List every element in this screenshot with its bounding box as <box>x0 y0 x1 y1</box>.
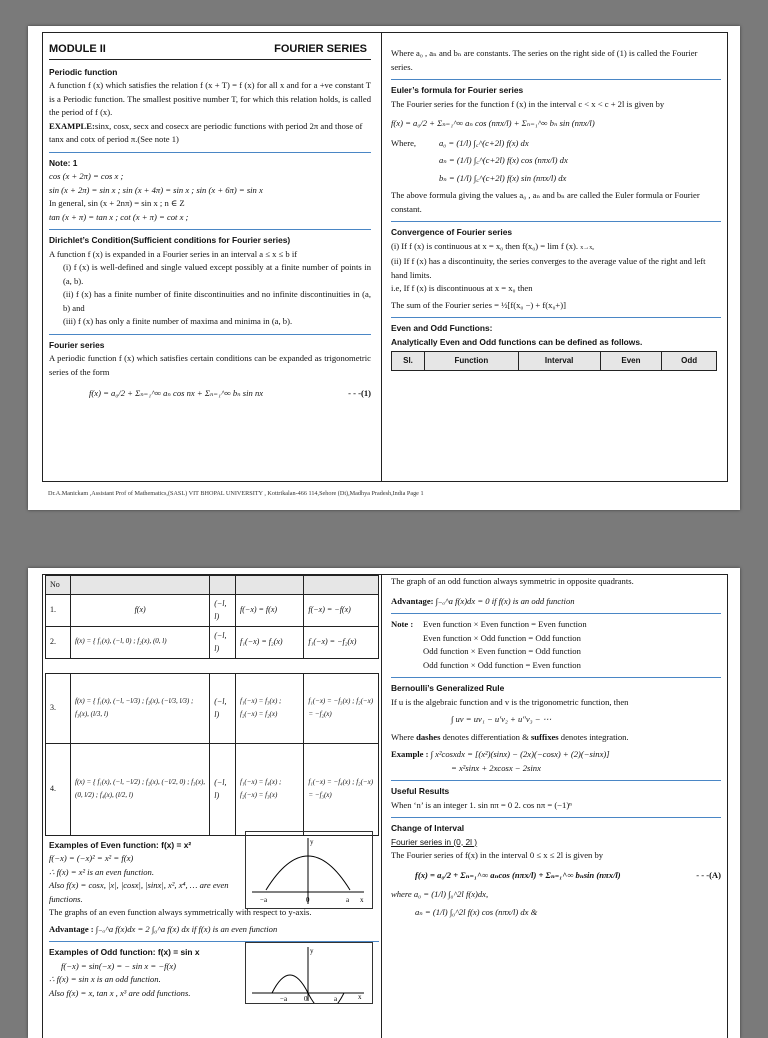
graph-neg-a: −a <box>260 895 268 904</box>
module-title: FOURIER SERIES <box>274 43 367 55</box>
graph-a: a <box>346 895 350 904</box>
odd-graph-text: The graph of an odd function always symmetric in opposite quadrants. <box>391 576 634 586</box>
fourier-equation-row <box>49 387 371 401</box>
fourier-equation: f(x) = a₀/2 + Σₙ₌₁^∞ aₙ cos nx + Σₙ₌₁^∞ bₙ sin nx <box>89 388 264 398</box>
euler-note: The above formula giving the values a₀ , aₙ and bₙ are called the Euler formula or Fourier constant. <box>391 190 700 214</box>
left-column-2 <box>43 575 379 1003</box>
euler-text: The Fourier series for the function f (x) in the interval c < x < c + 2l is given by <box>391 98 665 109</box>
svg-text:a: a <box>334 995 338 1003</box>
svg-text:x: x <box>358 993 362 1001</box>
svg-text:−a: −a <box>280 995 288 1003</box>
even-odd-text: Analytically Even and Odd functions can be defined as follows. <box>391 336 643 347</box>
even-advantage: Advantage : ∫₋ₐ^a f(x)dx = 2 ∫₀^a f(x) dx if f(x) is an even function <box>49 923 278 934</box>
page-1 <box>28 26 740 510</box>
note1-line-1: cos (x + 2π) = cos x ; <box>49 171 124 181</box>
fourier-text: A periodic function f (x) which satisfies certain conditions can be expanded as trigonometric series of the form <box>49 353 371 377</box>
th-sl: Sl. <box>392 352 425 371</box>
euler-equation: f(x) = a₀/2 + Σₙ₌₁^∞ aₙ cos (nπx/l) + Σₙ₌₁^∞ bₙ sin (nπx/l) <box>391 118 595 128</box>
euler-a0: a₀ = (1/l) ∫꜀^(c+2l) f(x) dx <box>439 137 529 148</box>
euler-an: aₙ = (1/l) ∫꜀^(c+2l) f(x) cos (nπx/l) dx <box>439 155 568 165</box>
even-example-heading: Examples of Even function: f(x) = x² <box>49 839 192 850</box>
left-column <box>49 33 371 401</box>
even-odd-table <box>45 575 379 836</box>
table-row: 1. f(x) (−l, l) f(−x) = f(x) f(−x) = −f(x) <box>46 594 379 626</box>
even-function-graph <box>245 831 373 909</box>
page-2 <box>28 568 740 1038</box>
bernoulli-example: Example : ∫ x²cosxdx = [(x²)(sinx) − (2x)(−cosx) + (2)(−sinx)] <box>391 749 610 759</box>
even-odd-table-header <box>391 351 717 371</box>
page-2-frame <box>42 574 728 1038</box>
where-label: Where, <box>391 137 417 148</box>
note1-line-2: sin (x + 2π) = sin x ; sin (x + 4π) = sin x ; sin (x + 6π) = sin x <box>49 184 263 195</box>
dirichlet-item-3: (iii) f (x) has only a finite number of maxima and minima in (a, b). <box>63 316 293 326</box>
graph-y-label: y <box>310 837 314 846</box>
fourier-heading: Fourier series <box>49 339 105 350</box>
even-odd-heading: Even and Odd Functions: <box>391 323 493 333</box>
dirichlet-heading: Dirichlet’s Condition(Sufficient conditions for Fourier series) <box>49 235 291 245</box>
limit-subscript: x→x₀ <box>580 244 595 251</box>
right-column <box>391 33 721 371</box>
dirichlet-item-1: (i) f (x) is well-defined and single valued except possibly at a finite number of points in (a, b). <box>63 262 371 286</box>
note1-heading: Note: 1 <box>49 157 78 168</box>
th-odd: Odd <box>662 352 717 371</box>
fourier-equation-tag: - - -(1) <box>348 388 371 398</box>
periodic-text: A function f (x) which satisfies the relation f (x + T) = f (x) for all x and for a +ve constant T is a Periodic function. The smallest positive number T, for which this relation holds, is called the period of f (x). <box>49 80 371 117</box>
table-row: 4. f(x) = { f₁(x), (−l, −l/2) ; f₂(x), (−l/2, 0) ; f₃(x), (0, l/2) ; f₄(x), (l/2, l) (−l, l) f₁(−x) = f₄(x) ; f₂(−x) = f₃(x) f₁(−x) = −f₄(x) ; f₂(−x) = −f₃(x) <box>46 743 379 835</box>
convergence-4: The sum of the Fourier series = ½[f(x₀ −) + f(x₀+)] <box>391 299 567 310</box>
periodic-example <box>49 120 371 147</box>
coi-equation-row: f(x) = a₀/2 + Σₙ₌₁^∞ aₙcos (nπx/l) + Σₙ₌₁^∞ bₙsin (nπx/l) - - -(A) <box>415 869 721 880</box>
svg-text:0: 0 <box>304 995 308 1003</box>
column-divider-2 <box>381 575 382 1038</box>
convergence-2: (ii) If f (x) has a discontinuity, the series converges to the average value of the right and left hand limits. <box>391 256 706 280</box>
euler-heading: Euler’s formula for Fourier series <box>391 85 524 95</box>
graph-origin: 0 <box>306 895 310 904</box>
example-label: EXAMPLE: <box>49 120 95 131</box>
even-example: Examples of Even function: f(x) = x² f(−x) = (−x)² = x² = f(x) ∴ f(x) = x² is an even function. Also f(x) = cosx, |x|, |cosx|, |sinx|, x², x⁴, … are even functions. The graphs of an even function always symmetrically with respect to y-axis. Advantage : ∫₋ₐ^a f(x)dx = 2 ∫₀^a f(x) dx if f(x) is an even function y x −a 0 a <box>43 839 379 937</box>
bernoulli-note: Where dashes denotes differentiation & suffixes denotes integration. <box>391 731 629 742</box>
page-1-frame <box>42 32 728 482</box>
th-even: Even <box>600 352 662 371</box>
page-footer: Dr.A.Manickam ,Assistant Prof of Mathematics,(SASL) VIT BHOPAL UNIVERSITY , Kottrikalan-466 114,Sehore (Dt),Madhya Pradesh,India Page 1 <box>48 490 424 497</box>
module-header <box>49 33 371 59</box>
th-interval: Interval <box>518 352 600 371</box>
td-no-header: No <box>46 576 71 595</box>
graph-x-label: x <box>360 895 364 904</box>
odd-advantage: Advantage: ∫₋ₐ^a f(x)dx = 0 if f(x) is an odd function <box>391 595 575 606</box>
convergence-3: i.e, If f (x) is discontinuous at x = x₀ then <box>391 283 533 293</box>
module-label: MODULE II <box>49 43 106 55</box>
euler-where-row <box>391 137 721 151</box>
constants-text: Where a₀ , aₙ and bₙ are constants. The series on the right side of (1) is called the Fourier series. <box>391 48 698 72</box>
table-row: 2. f(x) = { f₁(x), (−l, 0) ; f₂(x), (0, l) (−l, l) f₁(−x) = f₂(x) f₁(−x) = −f₂(x) <box>46 626 379 658</box>
right-column-2: The graph of an odd function always symmetric in opposite quadrants. Advantage: ∫₋ₐ^a f(x)dx = 0 if f(x) is an odd function Note : Even function × Even function = Even function Even function × Odd function = Odd function Odd function × Even function = Odd function Odd function × Odd function = Even function Bernoulli’s Generalized Rule If u is the algebraic function and v is the trigonometric function, then ∫ uv = uv₁ − u′v₂ + u″v₃ − ⋯ Where dashes denotes differentiation & suffixes denotes integration. Example : ∫ x²cosxdx = [(x²)(sinx) − (2x)(−cosx) + (2)(−sinx)] = x²sinx + 2xcosx − 2sinx Useful Results When ‘n’ is an integer 1. sin nπ = 0 2. cos nπ = (−1)ⁿ Change of Interval Fourier series in (0, 2l ) The Fourier series of f(x) in the interval 0 ≤ x ≤ 2l is given by f(x) = a₀/2 + Σₙ₌₁^∞ aₙcos (nπx/l) + Σₙ₌₁^∞ bₙsin (nπx/l) - - -(A) where a₀ = (1/l) ∫₀^2l f(x)dx, aₙ = (1/l) ∫₀^2l f(x) cos (nπx/l) dx & <box>391 576 721 917</box>
example-text: sinx, cosx, secx and cosecx are periodic functions with period 2π and those of tanx and cotx of period π.(See note 1) <box>49 120 363 144</box>
periodic-heading: Periodic function <box>49 66 118 77</box>
column-divider <box>381 33 382 481</box>
svg-text:y: y <box>310 947 314 955</box>
table-row: 3. f(x) = { f₁(x), (−l, −l/3) ; f₂(x), (−l/3, l/3) ; f₃(x), (l/3, l) (−l, l) f₁(−x) = f₃(x) ; f₂(−x) = f₂(x) f₁(−x) = −f₃(x) ; f₂(−x) = −f₂(x) <box>46 673 379 743</box>
convergence-1: (i) If f (x) is continuous at x = x₀ then f(x₀) = lim f (x). x→x₀ <box>391 240 595 251</box>
note1-line-3: In general, sin (x + 2nπ) = sin x ; n ∈ Z <box>49 198 185 208</box>
dirichlet-intro: A function f (x) is expanded in a Fourier series in an interval a ≤ x ≤ b if <box>49 248 298 259</box>
odd-example: Examples of Odd function: f(x) = sin x f(−x) = sin(−x) = − sin x = −f(x) ∴ f(x) = sin x is an odd function. Also f(x) = x, tan x , x³ are odd functions. y x −a 0 a <box>43 946 379 1000</box>
euler-bn: bₙ = (1/l) ∫꜀^(c+2l) f(x) sin (nπx/l) dx <box>439 172 567 183</box>
th-function: Function <box>425 352 519 371</box>
notes-block: Note : Even function × Even function = Even function Even function × Odd function = Odd function Odd function × Even function = Odd function Odd function × Odd function = Even function <box>391 619 587 670</box>
odd-function-graph <box>245 942 373 1004</box>
convergence-heading: Convergence of Fourier series <box>391 227 513 237</box>
note1-line-4: tan (x + π) = tan x ; cot (x + π) = cot x ; <box>49 211 189 222</box>
dirichlet-item-2: (ii) f (x) has a finite number of finite discontinuities and no infinite discontinuities in (a, b) and <box>63 289 371 313</box>
